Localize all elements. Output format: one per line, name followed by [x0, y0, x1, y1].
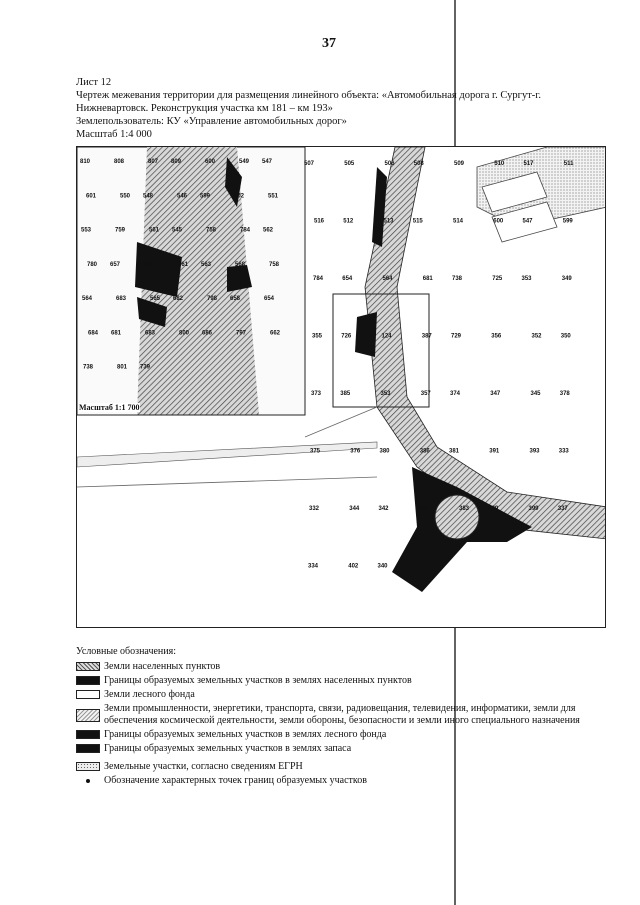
- legend-item-points: Обозначение характерных точек границ образуемых участков: [76, 775, 616, 787]
- point-label: 561: [149, 227, 160, 234]
- point-label: 347: [490, 391, 501, 397]
- point-label: 515: [412, 218, 423, 225]
- point-label: 547: [262, 159, 273, 165]
- point-label: 402: [348, 563, 359, 570]
- point-label: 784: [240, 227, 251, 234]
- point-label: 350: [560, 333, 571, 340]
- swatch-black-icon: [76, 744, 100, 753]
- bullet-icon: [86, 779, 90, 783]
- point-label: 601: [86, 193, 97, 200]
- point-label: 344: [349, 506, 360, 512]
- point-label: 564: [382, 276, 393, 282]
- point-label: 551: [268, 193, 279, 200]
- legend-item-industrial-lands: Земли промышленности, энергетики, транспорта, связи, радиовещания, телевидения, информатики, земли для обеспечения космической деятельности, земли обороны, безопасности и земли иного специального назначения: [76, 703, 616, 727]
- point-label: 562: [263, 227, 274, 234]
- point-label: 681: [422, 276, 433, 282]
- point-label: 124: [381, 333, 392, 340]
- legend-item-forest-lands: Земли лесного фонда: [76, 689, 616, 701]
- point-label: 599: [200, 193, 211, 200]
- point-label: 662: [270, 330, 281, 337]
- point-label: 383: [459, 506, 470, 512]
- map-drawing: [77, 147, 606, 628]
- point-label: 758: [269, 261, 280, 268]
- point-label: 332: [309, 506, 320, 512]
- legend-item-reserve-parcels: Границы образуемых земельных участков в землях запаса: [76, 743, 616, 755]
- point-label: 761: [178, 261, 189, 268]
- point-label: 780: [87, 261, 98, 268]
- point-label: 758: [206, 227, 217, 234]
- point-label: 797: [236, 330, 247, 337]
- point-label: 340: [377, 563, 388, 570]
- point-label: 686: [202, 330, 213, 337]
- legend-item-egrn-parcels: Земельные участки, согласно сведениям ЕГРН: [76, 761, 616, 773]
- swatch-hatch-icon: [76, 662, 100, 671]
- point-label: 380: [379, 448, 390, 455]
- swatch-white-icon: [76, 690, 100, 699]
- point-label: 513: [383, 218, 394, 225]
- point-label: 657: [110, 261, 121, 268]
- point-label: 759: [115, 227, 126, 234]
- point-label: 357: [420, 391, 431, 397]
- point-label: 353: [380, 391, 391, 397]
- point-label: 683: [116, 296, 127, 303]
- point-label: 800: [179, 330, 190, 337]
- point-label: 729: [451, 333, 462, 340]
- point-label: 512: [343, 218, 354, 225]
- point-label: 565: [150, 296, 161, 303]
- point-label: 655: [144, 261, 155, 268]
- point-label: 511: [563, 161, 574, 167]
- point-label: 545: [172, 227, 183, 234]
- point-label: 507: [304, 161, 315, 167]
- swatch-black-icon: [76, 676, 100, 685]
- point-label: 684: [88, 330, 99, 337]
- sheet-label: Лист 12: [76, 77, 112, 88]
- point-label: 373: [311, 391, 322, 397]
- point-label: 345: [530, 391, 541, 397]
- point-label: 563: [201, 261, 212, 268]
- point-label: 807: [148, 159, 159, 165]
- point-label: 516: [314, 218, 325, 225]
- point-label: 798: [207, 296, 218, 303]
- point-label: 726: [341, 333, 352, 340]
- point-label: 341: [418, 506, 429, 512]
- point-label: 334: [308, 563, 319, 570]
- point-label: 391: [489, 448, 500, 455]
- point-label: 339: [488, 506, 499, 512]
- point-label: 393: [529, 448, 540, 455]
- point-label: 810: [80, 159, 91, 165]
- point-label: 349: [561, 276, 572, 282]
- point-label: 352: [531, 333, 542, 340]
- point-label: 738: [83, 364, 94, 371]
- point-label: 547: [522, 218, 533, 225]
- point-label: 549: [239, 159, 250, 165]
- point-label: 378: [559, 391, 570, 397]
- point-label: 509: [454, 161, 465, 167]
- legend-title: Условные обозначения:: [76, 646, 177, 657]
- legend-item-settlement-lands: Земли населенных пунктов: [76, 661, 616, 673]
- point-label: 658: [230, 296, 241, 303]
- point-label: 683: [145, 330, 156, 337]
- land-user: Землепользователь: КУ «Управление автомобильных дорог»: [76, 116, 347, 127]
- swatch-light-hatch-icon: [76, 709, 100, 722]
- point-label: 599: [562, 218, 573, 225]
- point-label: 374: [450, 391, 461, 397]
- point-label: 517: [523, 161, 534, 167]
- point-label: 654: [342, 276, 353, 282]
- point-label: 356: [491, 333, 502, 340]
- drawing-scale: Масштаб 1:4 000: [76, 129, 152, 140]
- point-label: 387: [421, 333, 432, 340]
- point-label: 801: [117, 364, 128, 371]
- document-header: [76, 76, 596, 141]
- drawing-title: Чертеж межевания территории для размещения линейного объекта: «Автомобильная дорога г. Сургут-г. Нижневартовск. Реконструкция участка км 181 – км 193»: [76, 90, 542, 114]
- legend-item-settlement-parcels: Границы образуемых земельных участков в землях населенных пунктов: [76, 675, 616, 687]
- point-label: 725: [492, 276, 503, 282]
- point-label: 600: [205, 159, 216, 165]
- point-label: 333: [558, 448, 569, 455]
- point-label: 550: [120, 193, 131, 200]
- point-label: 784: [313, 276, 324, 282]
- point-label: 385: [340, 391, 351, 397]
- point-label: 375: [310, 448, 321, 455]
- point-label: 654: [264, 296, 275, 303]
- point-label: 546: [177, 193, 188, 200]
- point-label: 564: [82, 296, 93, 303]
- point-label: 355: [312, 333, 323, 340]
- point-label: 809: [171, 159, 182, 165]
- point-label: 739: [140, 364, 151, 371]
- point-label: 386: [419, 448, 430, 455]
- point-label: 553: [81, 227, 92, 234]
- point-label: 682: [173, 296, 184, 303]
- point-label: 353: [521, 276, 532, 282]
- point-label: 381: [449, 448, 460, 455]
- point-label: 342: [378, 506, 389, 512]
- point-label: 337: [557, 506, 568, 512]
- point-label: 506: [384, 161, 395, 167]
- map-legend: [76, 646, 616, 787]
- page-number: 37: [322, 36, 336, 51]
- legend-item-forest-parcels: Границы образуемых земельных участков в землях лесного фонда: [76, 729, 616, 741]
- point-label: 505: [344, 161, 355, 167]
- point-label: 376: [350, 448, 361, 455]
- swatch-black-icon: [76, 730, 100, 739]
- point-label: 399: [528, 506, 539, 512]
- point-label: 681: [111, 330, 122, 337]
- point-label: 510: [494, 161, 505, 167]
- cadastral-map: [76, 146, 606, 628]
- swatch-dots-icon: [76, 762, 100, 771]
- point-label: 738: [452, 276, 463, 282]
- point-label: 508: [413, 161, 424, 167]
- inset-scale: Масштаб 1:1 700: [79, 403, 140, 412]
- point-label: 808: [114, 159, 125, 165]
- point-label: 602: [234, 193, 245, 200]
- point-label: 548: [143, 193, 154, 200]
- point-label: 514: [453, 218, 464, 225]
- point-label: 568: [235, 261, 246, 268]
- point-label: 600: [493, 218, 504, 225]
